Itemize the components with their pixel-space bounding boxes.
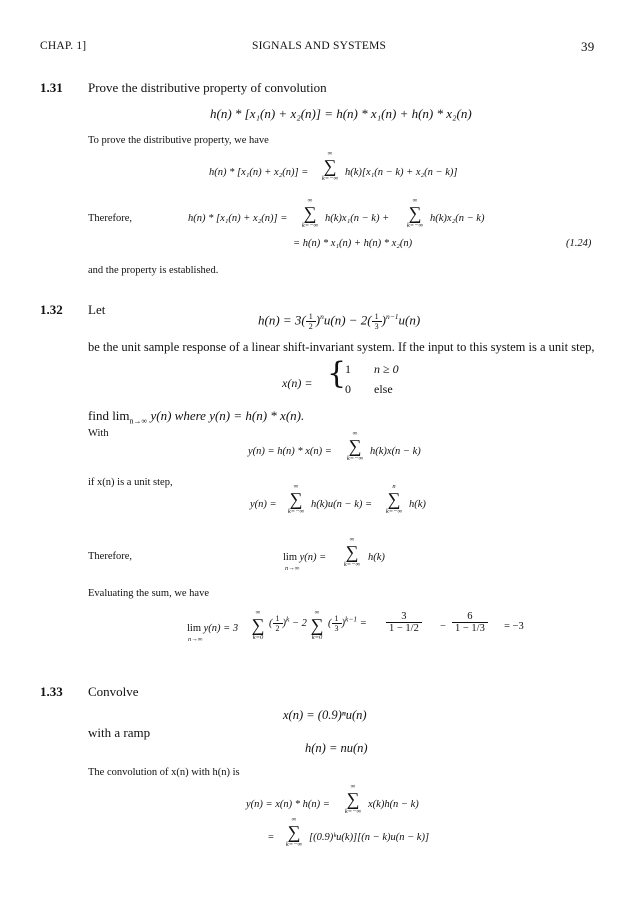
summation-eq1: [315, 150, 345, 182]
problem-1-31-statement: Prove the distributive property of convolution: [88, 80, 327, 95]
find-limit-text: find $\lim_{n\to\infty} y(n)$ where y(n) = h(n) * x(n).: [88, 408, 305, 426]
left-brace: {: [327, 356, 347, 391]
problem-1-32-description: be the unit sample response of a linear shift-invariant system. If the input to this system is a unit step,: [88, 340, 595, 354]
eq3: = h(n) * x₁(n) + h(n) * x₂(n): [293, 238, 413, 249]
conv-eq2-equals: =: [268, 832, 274, 843]
problem-number-1-33: 1.33: [40, 684, 63, 699]
summation-conv1: ∞ ∑ k=−∞: [344, 783, 362, 815]
final-limit-label: lim y(n) = 3: [187, 623, 239, 634]
summation-final2: ∞ ∑ k=0: [310, 609, 324, 641]
impulse-response-equation: h(n) = 3( $\frac{1}{2}$ )$^n$u(n) − 2( $\frac{1}{3}$ )$^{n-1}$u(n): [258, 312, 421, 331]
summation-therefore: ∞ ∑ k=−∞: [343, 536, 361, 568]
summation-final1: ∞ ∑ k=0: [251, 609, 265, 641]
distributive-property-equation: h(n) * [x₁(n) + x₂(n)] = h(n) * x₁(n) + h(n) * x₂(n): [210, 106, 472, 121]
summation-with: ∞ ∑ k=−∞: [346, 430, 364, 462]
proof-intro: To prove the distributive property, we have: [88, 135, 269, 146]
conv-eq-rhs: x(k)h(n − k): [368, 799, 419, 810]
proof-conclusion: and the property is established.: [88, 265, 219, 276]
summation-eq2b: ∞ ∑ k=−∞: [406, 197, 424, 229]
eq2-lhs: h(n) * [x₁(n) + x₂(n)] =: [188, 213, 288, 224]
equation-tag: (1.24): [566, 238, 592, 249]
therefore-label: Therefore,: [88, 213, 133, 224]
x-signal-equation: x(n) = (0.9)ⁿu(n): [283, 708, 367, 722]
problem-1-32-let: Let: [88, 302, 106, 317]
ramp-equation: h(n) = nu(n): [305, 741, 368, 755]
evaluating-text: Evaluating the sum, we have: [88, 588, 210, 599]
final-result: = −3: [504, 621, 524, 632]
summation-eq2a: ∞ ∑ k=−∞: [301, 197, 319, 229]
eq1-lhs: h(n) * [x₁(n) + x₂(n)] =: [209, 167, 309, 178]
eq2-term1: h(k)x₁(n − k) +: [325, 213, 390, 224]
sum-upper-limit: ∞: [327, 150, 333, 157]
sigma-symbol: ∑: [323, 156, 337, 176]
eq1-rhs: h(k)[x₁(n − k) + x₂(n − k)]: [345, 167, 458, 178]
with-ramp-text: with a ramp: [88, 725, 151, 740]
summation-step2: n ∑ k=−∞: [385, 483, 403, 515]
page-number: 39: [581, 39, 595, 54]
problem-number-1-31: 1.31: [40, 80, 63, 95]
problem-number-1-32: 1.32: [40, 302, 63, 317]
problem-1-33-convolve: Convolve: [88, 684, 139, 699]
convolution-intro: The convolution of x(n) with h(n) is: [88, 767, 240, 778]
running-header-chapter: CHAP. 1]: [40, 40, 87, 52]
eq2-term2: h(k)x₂(n − k): [430, 213, 485, 224]
case2-condition: else: [374, 382, 393, 396]
conv-eq-lhs: y(n) = x(n) * h(n) =: [246, 799, 330, 810]
with-label: With: [88, 428, 109, 439]
step-sum-middle: h(k)u(n − k) =: [311, 499, 373, 510]
running-header-title: SIGNALS AND SYSTEMS: [252, 40, 387, 52]
geometric-term-2: ( $\frac{1}{3}$ )$^{k-1}$ =: [328, 614, 367, 633]
case2-value: 0: [345, 382, 351, 396]
conv-eq2-rhs: [(0.9)ᵏu(k)][(n − k)u(n − k)]: [309, 832, 430, 843]
fraction-3: $\frac{3}{1 - 1/2}$: [386, 611, 422, 634]
fraction-6: $\frac{6}{1 - 1/3}$: [452, 611, 488, 634]
case1-value: 1: [345, 362, 351, 376]
therefore-rhs: h(k): [368, 552, 385, 563]
therefore-label-2: Therefore,: [88, 551, 133, 562]
convolution-sum-rhs: h(k)x(n − k): [370, 446, 421, 457]
limit-expression: lim y(n) =: [283, 552, 327, 563]
unit-step-condition-text: if x(n) is a unit step,: [88, 477, 173, 488]
limit-subscript: n→∞: [285, 565, 300, 572]
final-limit-subscript: n→∞: [188, 636, 203, 643]
unit-step-lhs: x(n) =: [282, 376, 313, 390]
geometric-term-1: ( $\frac{1}{2}$ )$^k$ − 2: [269, 614, 307, 633]
step-sum-lhs: y(n) =: [250, 499, 277, 510]
minus-sign: −: [440, 621, 446, 632]
convolution-sum-lhs: y(n) = h(n) * x(n) =: [248, 446, 332, 457]
sum-lower-limit: k=−∞: [321, 175, 339, 182]
summation-step1: ∞ ∑ k=−∞: [287, 483, 305, 515]
summation-conv2: ∞ ∑ k=−∞: [285, 816, 303, 848]
case1-condition: n ≥ 0: [374, 362, 399, 376]
step-sum-rhs: h(k): [409, 499, 426, 510]
